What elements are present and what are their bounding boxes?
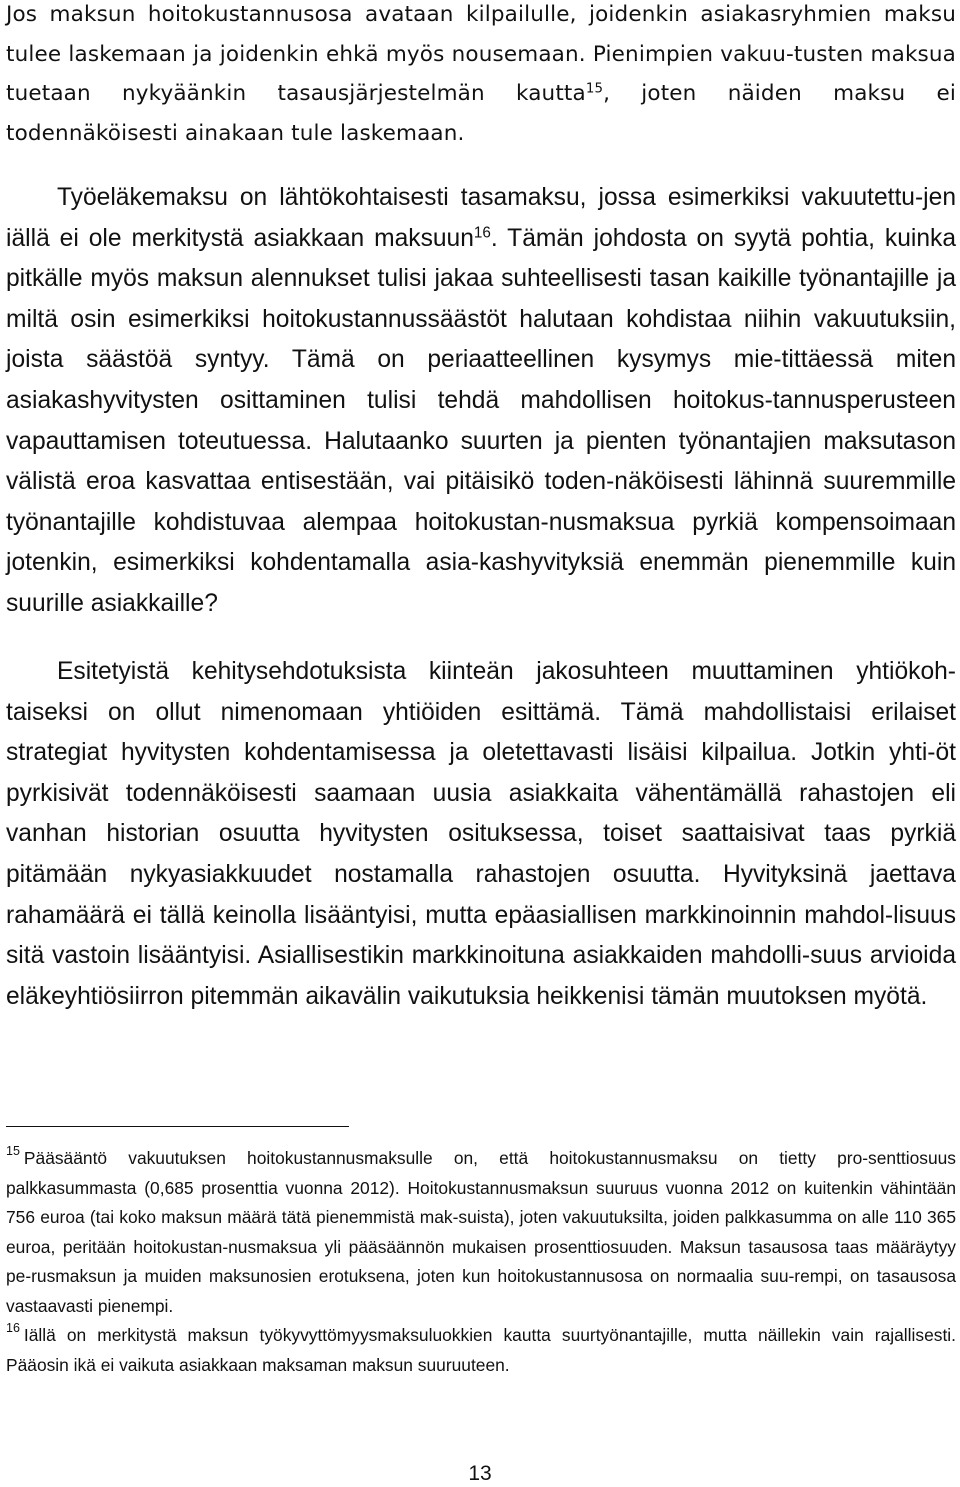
page-number: 13 — [468, 1462, 492, 1485]
footnote-15 — [6, 1144, 956, 1321]
footnote-16 — [6, 1321, 956, 1380]
paragraph-2-text-a: Työeläkemaksu on lähtökohtaisesti tasamaksu, jossa esimerkiksi vakuutettu-jen iällä ei ole merkitystä asiakkaan maksuun — [6, 184, 956, 252]
paragraph-1-text-a: Jos maksun hoitokustannusosa avataan kilpailulle, joidenkin asiakasryhmien maksu tulee laskemaan ja joidenkin ehkä myös nousemaan. Pienimpien vakuu-tusten maksua tuetaan nykyäänkin tasausjärjestelmän kautta — [6, 2, 956, 107]
paragraph-1-text-b: , joten näiden maksu ei todennäköisesti ainakaan tule laskemaan. — [6, 81, 956, 146]
paragraph-3: Esitetyistä kehitysehdotuksista kiinteän jakosuhteen muuttaminen yhtiökoh-taiseksi on ollut nimenomaan yhtiöiden esittämä. Tämä mahdollistaisi erilaiset strategiat hyvitysten kohdentamisessa ja oletettavasti lisäisi kilpailua. Jotkin yhti-öt pyrkisivät todennäköisesti saamaan uusia asiakkaita vähentämällä rahastojen eli vanhan historian osuutta hyvitysten osituksessa, toiset saattaisivat taas pyrkiä pitämään nykyasiakkuudet nostamalla rahastojen osuutta. Hyvityksinä jaettava rahamäärä ei tällä keinolla lisääntyisi, mutta epäasiallisen markkinoinnin mahdol-lisuus sitä vastoin lisääntyisi. Asiallisestikin markkinoituna asiakkaiden mahdolli-suus arvioida eläkeyhtiösiirron pitemmän aikavälin vaikutuksia heikkenisi tämän muutoksen myötä. — [6, 658, 956, 1010]
paragraph-2 — [6, 178, 956, 625]
footnotes — [6, 1144, 956, 1380]
footnote-separator — [6, 1126, 349, 1127]
footnote-ref-15[interactable]: 15 — [585, 81, 604, 97]
footnote-number: 16 — [6, 1321, 20, 1336]
footnote-text: Iällä on merkitystä maksun työkyvyttömyysmaksuluokkien kautta suurtyönantajille, mutta näillekin vain rajallisesti. Pääosin ikä ei vaikuta asiakkaan maksaman maksun suuruuteen. — [6, 1325, 956, 1375]
footnote-ref-16[interactable]: 16 — [473, 224, 491, 242]
footnote-number: 15 — [6, 1144, 20, 1159]
paragraph-2-text-b: . Tämän johdosta on syytä pohtia, kuinka pitkälle myös maksun alennukset tulisi jakaa suhteellisesti tasan kaikille työnantajille ja miltä osin esimerkiksi hoitokustannussäästöt halutaan kohdistaa niihin vakuutuksiin, joista säästöä syntyy. Tämä on periaatteellinen kysymys mie-tittäessä miten asiakashyvitysten osittaminen tulisi tehdä mahdollisen hoitokus-tannusperusteen vapauttamisen toteutuessa. Halutaanko suurten ja pienten työnantajien maksutason välistä eroa kasvattaa entisestään, vai pitäisikö toden-näköisesti lähinnä suuremmille työnantajille kohdistuvaa alempaa hoitokustan-nusmaksua pyrkiä kompensoimaan jotenkin, esimerkiksi kohdentamalla asia-kashyvityksiä enemmän pienemmille kuin suurille asiakkaille? — [6, 224, 956, 617]
footnote-text: Pääsääntö vakuutuksen hoitokustannusmaksulle on, että hoitokustannusmaksu on tietty pro-senttiosuus palkkasummasta (0,685 prosenttia vuonna 2012). Hoitokustannusmaksun suuruus vuonna 2012 on kuitenkin vähintään 756 euroa (tai koko maksun määrä tätä pienemmistä mak-suista), joten vakuutuksilta, joiden palkkasumma on alle 110 365 euroa, peritään hoitokustan-nusmaksua yli pääsäännön mukaisen prosenttiosuuden. Maksun tasausosa taas määräytyy pe-rusmaksun ja muiden maksunosien erotuksena, joten kun hoitokustannusosa on normaalia suu-rempi, on tasausosa vastaavasti pienempi. — [6, 1148, 956, 1316]
paragraph-1 — [6, 0, 956, 153]
